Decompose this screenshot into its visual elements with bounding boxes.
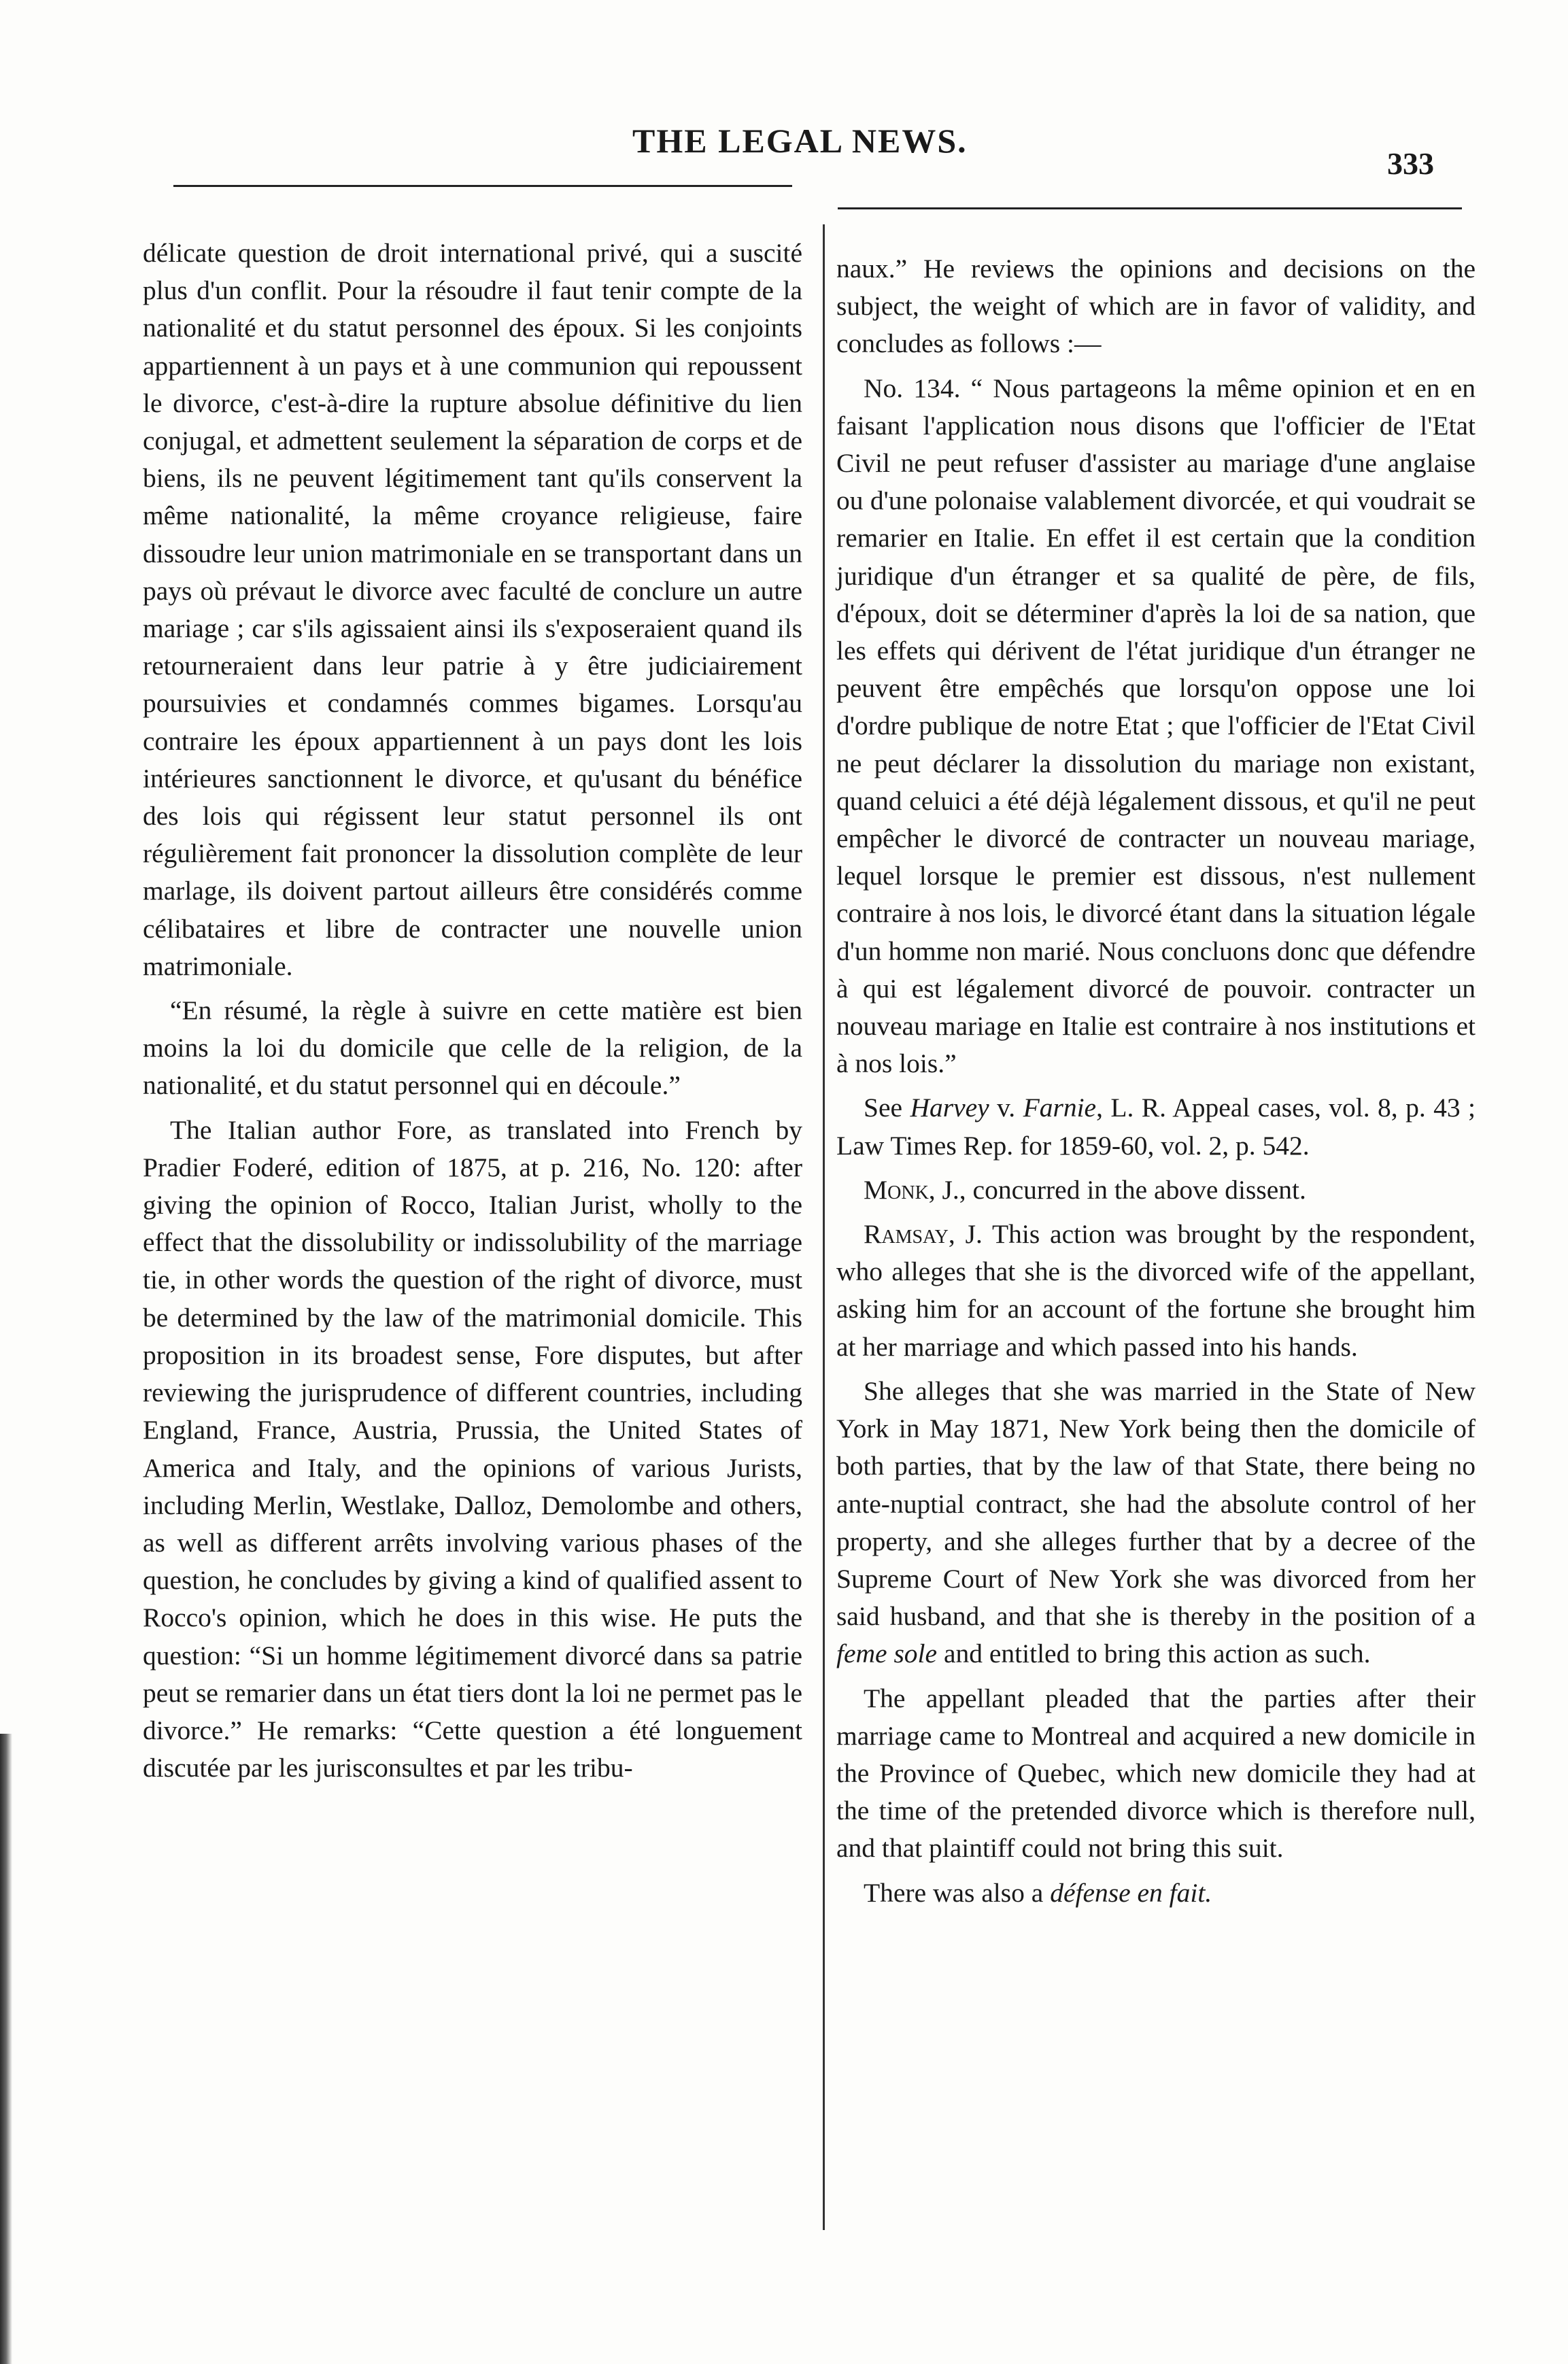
citation-paragraph — [836, 1089, 1476, 1164]
judge-paragraph — [836, 1216, 1476, 1366]
right-column — [836, 250, 1476, 1919]
paragraph: délicate question de droit international privé, qui a suscité plus d'un conflit. Pour la résoudre il faut tenir compte de la nationalité et du statut personnel des époux. Si les conjoints appartiennent à un pays et à une communion qui repoussent le divorce, c'est-à-dire la rupture absolue définitive du lien conjugal, et admettent seulement la séparation de corps et de biens, ils ne peuvent légitimement tant qu'ils conservent la même nationalité, la même croyance religieuse, faire dissoudre leur union matrimoniale en se transportant dans un pays où prévaut le divorce avec faculté de conclure un autre mariage ; car s'ils agissaient ainsi ils s'exposeraient quand ils retourneraient dans leur patrie à y être judiciairement poursuivies et condamnés commes bigames. Lorsqu'au contraire les époux appartiennent à un pays dont les lois intérieures sanctionnent le divorce, et qu'usant du bénéfice des lois qui régissent leur statut personnel ils ont régulièrement fait prononcer la dissolution complète de leur marlage, ils doivent partout ailleurs être considérés comme célibataires et libre de contracter une nouvelle union matrimoniale. — [143, 238, 802, 981]
case-name: Farnie — [1023, 1093, 1097, 1123]
paragraph-text: , J. This action was brought by the respondent, who alleges that she is the divorced wife of the appellant, asking him for an account of the fortune she brought him at her marriage and which passed into his hands. — [836, 1219, 1476, 1362]
left-column — [143, 235, 802, 1794]
column-divider — [823, 224, 825, 2230]
paragraph-text: and entitled to bring this action as such. — [937, 1639, 1371, 1669]
legal-term: défense en fait. — [1050, 1877, 1212, 1908]
running-head: THE LEGAL NEWS. — [632, 122, 968, 160]
citation-text: v. — [989, 1093, 1023, 1123]
paragraph: “En résumé, la règle à suivre en cette matière est bien moins la loi du domicile que celle de la religion, de la nationalité, et du statut personnel qui en découle.” — [143, 995, 802, 1101]
paragraph — [836, 1874, 1476, 1912]
paragraph: The Italian author Fore, as translated into French by Pradier Foderé, edition of 1875, at p. 216, No. 120: after giving the opinion of Rocco, Italian Jurist, wholly to the effect that the dissolubility or indissolubility of the marriage tie, in other words the question of the right of divorce, must be determined by the law of the matrimonial domicile. This proposition in its broadest sense, Fore disputes, but after reviewing the jurisprudence of different countries, including England, France, Austria, Prussia, the United States of America and Italy, and the opinions of various Jurists, including Merlin, Westlake, Dalloz, Demolombe and others, as well as different arrêts involving various phases of the question, he concludes by giving a kind of qualified assent to Rocco's opinion, which he does in this wise. He puts the question: “Si un homme légitimement divorcé dans sa patrie peut se remarier dans un état tiers dont la loi ne permet pas le divorce.” He remarks: “Cette question a été longuement discutée par les jurisconsultes et par les tribu- — [143, 1114, 802, 1783]
judge-name: Ramsay — [864, 1219, 949, 1250]
paragraph: The appellant pleaded that the parties after their marriage came to Montreal and acquired a new domicile in the Province of Quebec, which new domicile they had at the time of the pretended divorce which is therefore null, and that plaintiff could not bring this suit. — [836, 1683, 1476, 1864]
citation-text: , L. R. Appeal cases, vol. 8, p. 43 ; Law Times Rep. for 1859-60, vol. 2, p. 542. — [836, 1093, 1476, 1161]
paragraph: No. 134. “ Nous partageons la même opinion et en en faisant l'application nous disons que l'officier de l'Etat Civil ne peut refuser d'assister au mariage d'une anglaise ou d'une polonaise valablement divorcée, et qui voudrait se remarier en Italie. En effet il est certain que la condition juridique d'un étranger et sa qualité de père, de fils, d'époux, doit se déterminer d'après la loi de sa nation, que les effets qui dérivent de l'état juridique d'un étranger ne peuvent être empêchés que lorsqu'on oppose une loi d'ordre publique de notre Etat ; que l'officier de l'Etat Civil ne peut déclarer la dissolution du mariage non existant, quand celuici a été déjà légalement dissous, et qu'il ne peut empêcher le divorcé de contracter un nouveau mariage, lequel lorsque le premier est dissous, n'est nullement contraire à nos lois, le divorcé étant dans la situation légale d'un homme non marié. Nous concluons donc que défendre à qui est légalement divorcé de pouvoir. contracter un nouveau mariage en Italie est contraire à nos institutions et à nos lois.” — [836, 373, 1476, 1079]
header-rule-right — [838, 207, 1462, 209]
legal-term: feme sole — [836, 1639, 938, 1669]
paragraph-text: There was also a — [864, 1877, 1051, 1908]
header-rule-left — [173, 185, 792, 187]
paragraph — [836, 1373, 1476, 1673]
judge-name: Monk — [864, 1174, 929, 1205]
paragraph: naux.” He reviews the opinions and decisions on the subject, the weight of which are in favor of validity, and concludes as follows :— — [836, 254, 1476, 359]
judge-paragraph — [836, 1171, 1476, 1209]
citation-text: See — [864, 1093, 910, 1123]
page-number: 333 — [1387, 146, 1434, 181]
case-name: Harvey — [910, 1093, 989, 1123]
paragraph-text: , J., concurred in the above dissent. — [928, 1174, 1306, 1205]
binding-shadow — [0, 1734, 12, 2364]
paragraph-text: She alleges that she was married in the State of New York in May 1871, New York being then the domicile of both parties, that by the law of that State, there being no ante-nuptial contract, she had the absolute control of her property, and she alleges further that by a decree of the Supreme Court of New York she was divorced from her said husband, and that she is thereby in the position of a — [836, 1375, 1476, 1632]
